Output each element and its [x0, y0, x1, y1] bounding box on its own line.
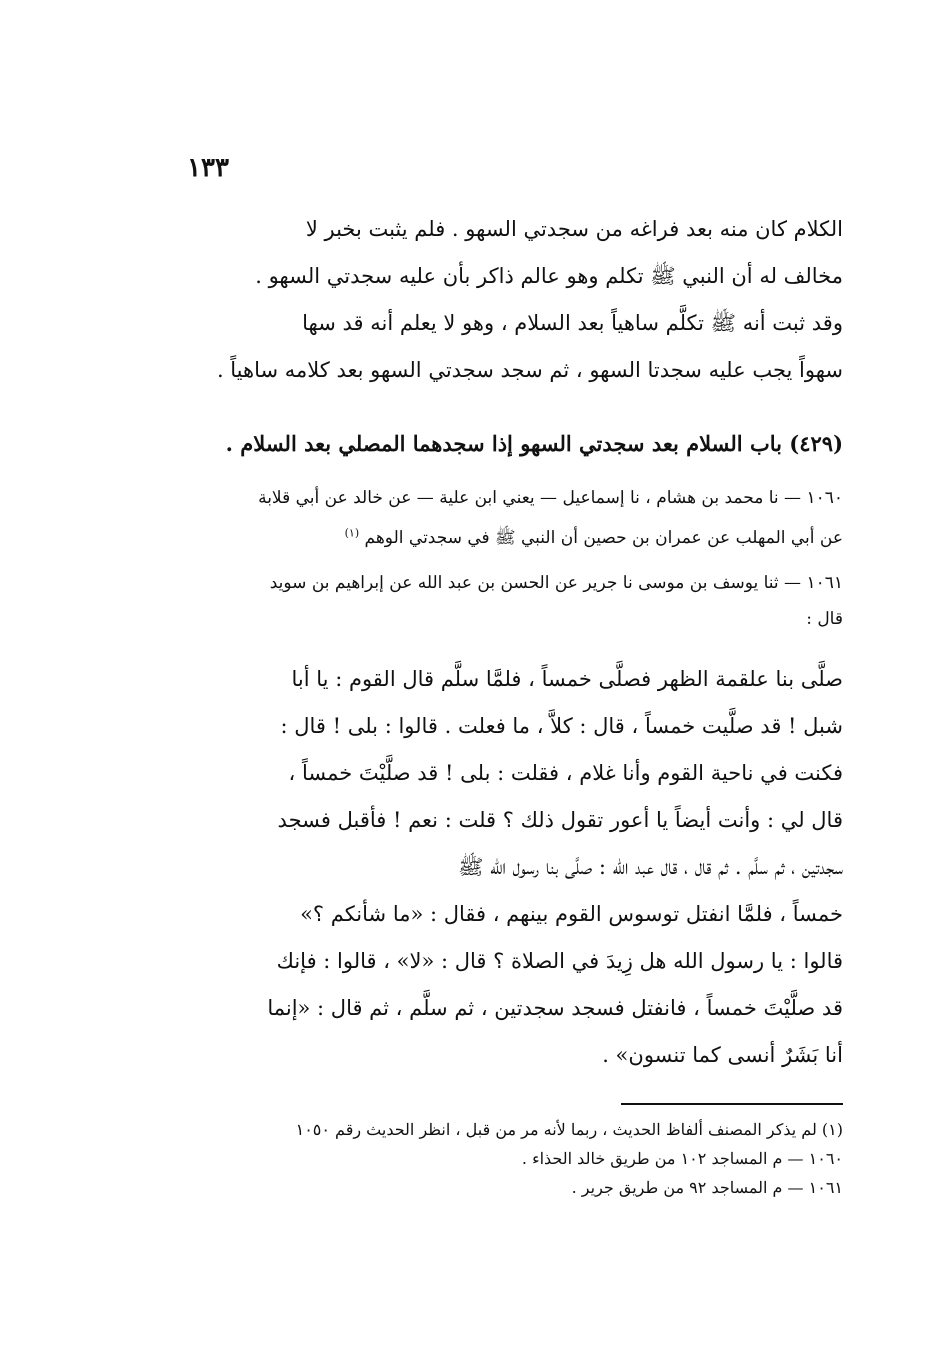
text-line: ١٠٦٠ — نا محمد بن هشام ، نا إسماعيل — يعني ابن علية — عن خالد عن أبي قلابة: [258, 488, 843, 508]
text-line-content: عن أبي المهلب عن عمران بن حصين أن النبي ﷺ في سجدتي الوهم: [364, 528, 843, 548]
text-line: ١٠٦١ — ثنا يوسف بن موسى نا جرير عن الحسن بن عبد الله عن إبراهيم بن سويد: [269, 573, 843, 593]
hadith-1060: [175, 478, 843, 558]
text-line: الكلام كان منه بعد فراغه من سجدتي السهو . فلم يثبت بخبر لا: [305, 217, 843, 241]
text-line: صلَّى بنا علقمة الظهر فصلَّى خمساً ، فلمَّا سلَّم قال القوم : يا أبا: [291, 667, 843, 691]
text-line: قالوا : يا رسول الله هل زِيدَ في الصلاة ؟ قال : «لا» ، قالوا : فإنك: [276, 949, 843, 973]
chapter-heading: (٤٢٩) باب السلام بعد سجدتي السهو إذا سجدهما المصلي بعد السلام .: [225, 431, 843, 456]
narrative-text: [175, 656, 843, 1079]
text-line: قال :: [806, 609, 843, 629]
text-line: أنا بَشَرٌ أنسى كما تنسون» .: [602, 1043, 843, 1067]
footnote-line: ١٠٦٠ — م المساجد ١٠٢ من طريق خالد الحذاء .: [521, 1149, 843, 1168]
footnote-marker: (١): [344, 526, 360, 540]
text-line: قد صلَّيْتَ خمساً ، فانفتل فسجد سجدتين ، ثم سلَّم ، ثم قال : «إنما: [267, 996, 843, 1020]
footnote-line: (١) لم يذكر المصنف ألفاظ الحديث ، ربما لأنه مر من قبل ، انظر الحديث رقم ١٠٥٠: [295, 1120, 843, 1139]
text-line: فكنت في ناحية القوم وأنا غلام ، فقلت : بلى ! قد صلَّيْتَ خمساً ،: [288, 761, 843, 785]
text-line: سهواً يجب عليه سجدتا السهو ، ثم سجد سجدتي السهو بعد كلامه ساهياً .: [216, 358, 843, 382]
text-line: شبل ! قد صلَّيت خمساً ، قال : كلاَّ ، ما فعلت . قالوا : بلى ! قال :: [280, 714, 843, 738]
hadith-1061: [175, 565, 843, 637]
page-number: ١٣٣: [187, 153, 229, 183]
footnote-line: ١٠٦١ — م المساجد ٩٢ من طريق جرير .: [571, 1178, 843, 1197]
text-line: [175, 518, 843, 558]
text-line: سجدتين ، ثم سلَّم . ثم قال ، قال عبد الله : صلَّى بنا رسول الله ﷺ: [458, 855, 843, 879]
footnotes: [175, 1115, 843, 1202]
text-line: قال لي : وأنت أيضاً يا أعور تقول ذلك ؟ قلت : نعم ! فأقبل فسجد: [277, 808, 843, 832]
text-line: خمساً ، فلمَّا انفتل توسوس القوم بينهم ، فقال : «ما شأنكم ؟»: [300, 902, 843, 926]
top-paragraph: [175, 206, 843, 394]
text-line: مخالف له أن النبي ﷺ تكلم وهو عالم ذاكر بأن عليه سجدتي السهو .: [255, 264, 843, 288]
text-line: وقد ثبت أنه ﷺ تكلَّم ساهياً بعد السلام ، وهو لا يعلم أنه قد سها: [302, 311, 843, 335]
footnote-divider: [621, 1103, 843, 1105]
